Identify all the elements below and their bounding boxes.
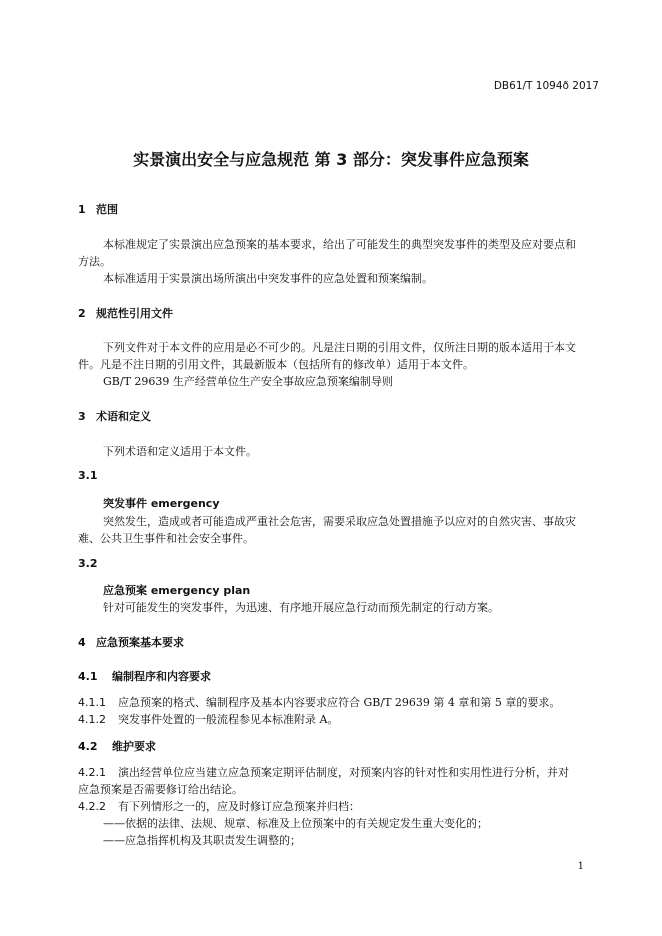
subsection-title: 维护要求	[112, 740, 156, 753]
section-number: 3	[78, 410, 86, 423]
section-title: 术语和定义	[96, 410, 151, 423]
section-title: 范围	[96, 203, 118, 216]
list-item-dash-1: ——依据的法律、法规、规章、标准及上位预案中的有关规定发生重大变化的；	[103, 817, 488, 830]
item-number: 4.2.2	[78, 800, 106, 813]
item-4-2-2	[78, 798, 360, 814]
item-number: 4.2.1	[78, 766, 106, 779]
item-4-1-1	[78, 694, 560, 710]
section-2-heading	[78, 305, 173, 321]
section-number: 1	[78, 203, 86, 216]
term-3-2-number: 3.2	[78, 557, 98, 570]
s1-paragraph-2: 本标准适用于实景演出场所演出中突发事件的应急处置和预案编制。	[103, 272, 433, 285]
item-text: 突发事件处置的一般流程参见本标准附录 A。	[118, 713, 339, 726]
s2-paragraph-1-line-2: 件。凡是不注日期的引用文件，其最新版本（包括所有的修改单）适用于本文件。	[78, 358, 474, 371]
section-number: 2	[78, 307, 86, 320]
s3-paragraph-1: 下列术语和定义适用于本文件。	[103, 445, 257, 458]
item-text: 演出经营单位应当建立应急预案定期评估制度，对预案内容的针对性和实用性进行分析，并对	[118, 766, 569, 779]
section-4-heading	[78, 634, 184, 650]
s1-paragraph-1-line-1: 本标准规定了实景演出应急预案的基本要求，给出了可能发生的典型突发事件的类型及应对要点和	[103, 238, 576, 251]
s1-paragraph-1-line-2: 方法。	[78, 255, 111, 268]
term-3-1-number: 3.1	[78, 469, 98, 482]
header-code: DB61/T 1094ð 2017	[493, 80, 599, 92]
subsection-number: 4.2	[78, 740, 98, 753]
item-4-2-1-line-2: 应急预案是否需要修订给出结论。	[78, 783, 243, 796]
list-item-dash-2: ——应急指挥机构及其职责发生调整的；	[103, 834, 301, 847]
s2-reference: GB/T 29639 生产经营单位生产安全事故应急预案编制导则	[103, 375, 393, 388]
term-3-1-definition-line-1: 突然发生，造成或者可能造成严重社会危害，需要采取应急处置措施予以应对的自然灾害、事故灾	[103, 515, 576, 528]
item-4-1-2	[78, 711, 338, 727]
item-4-2-1-line-1	[78, 764, 569, 780]
term-3-2-name: 应急预案 emergency plan	[103, 584, 251, 597]
subsection-4-2-heading	[78, 738, 156, 754]
term-3-2-definition: 针对可能发生的突发事件，为迅速、有序地开展应急行动而预先制定的行动方案。	[103, 601, 499, 614]
item-text: 应急预案的格式、编制程序及基本内容要求应符合 GB/T 29639 第 4 章和第 5 章的要求。	[118, 696, 561, 709]
item-text: 有下列情形之一的，应及时修订应急预案并归档：	[118, 800, 360, 813]
item-number: 4.1.1	[78, 696, 106, 709]
section-3-heading	[78, 408, 151, 424]
section-1-heading	[78, 201, 118, 217]
section-title: 应急预案基本要求	[96, 636, 184, 649]
term-3-1-name: 突发事件 emergency	[103, 497, 220, 510]
page-title: 实景演出安全与应急规范 第 3 部分：突发事件应急预案	[133, 150, 529, 169]
section-number: 4	[78, 636, 86, 649]
subsection-4-1-heading	[78, 668, 211, 684]
subsection-number: 4.1	[78, 670, 98, 683]
s2-paragraph-1-line-1: 下列文件对于本文件的应用是必不可少的。凡是注日期的引用文件，仅所注日期的版本适用于本文	[103, 341, 576, 354]
section-title: 规范性引用文件	[96, 307, 173, 320]
term-3-1-definition-line-2: 难、公共卫生事件和社会安全事件。	[78, 532, 254, 545]
subsection-title: 编制程序和内容要求	[112, 670, 211, 683]
page-number: 1	[577, 861, 584, 872]
item-number: 4.1.2	[78, 713, 106, 726]
